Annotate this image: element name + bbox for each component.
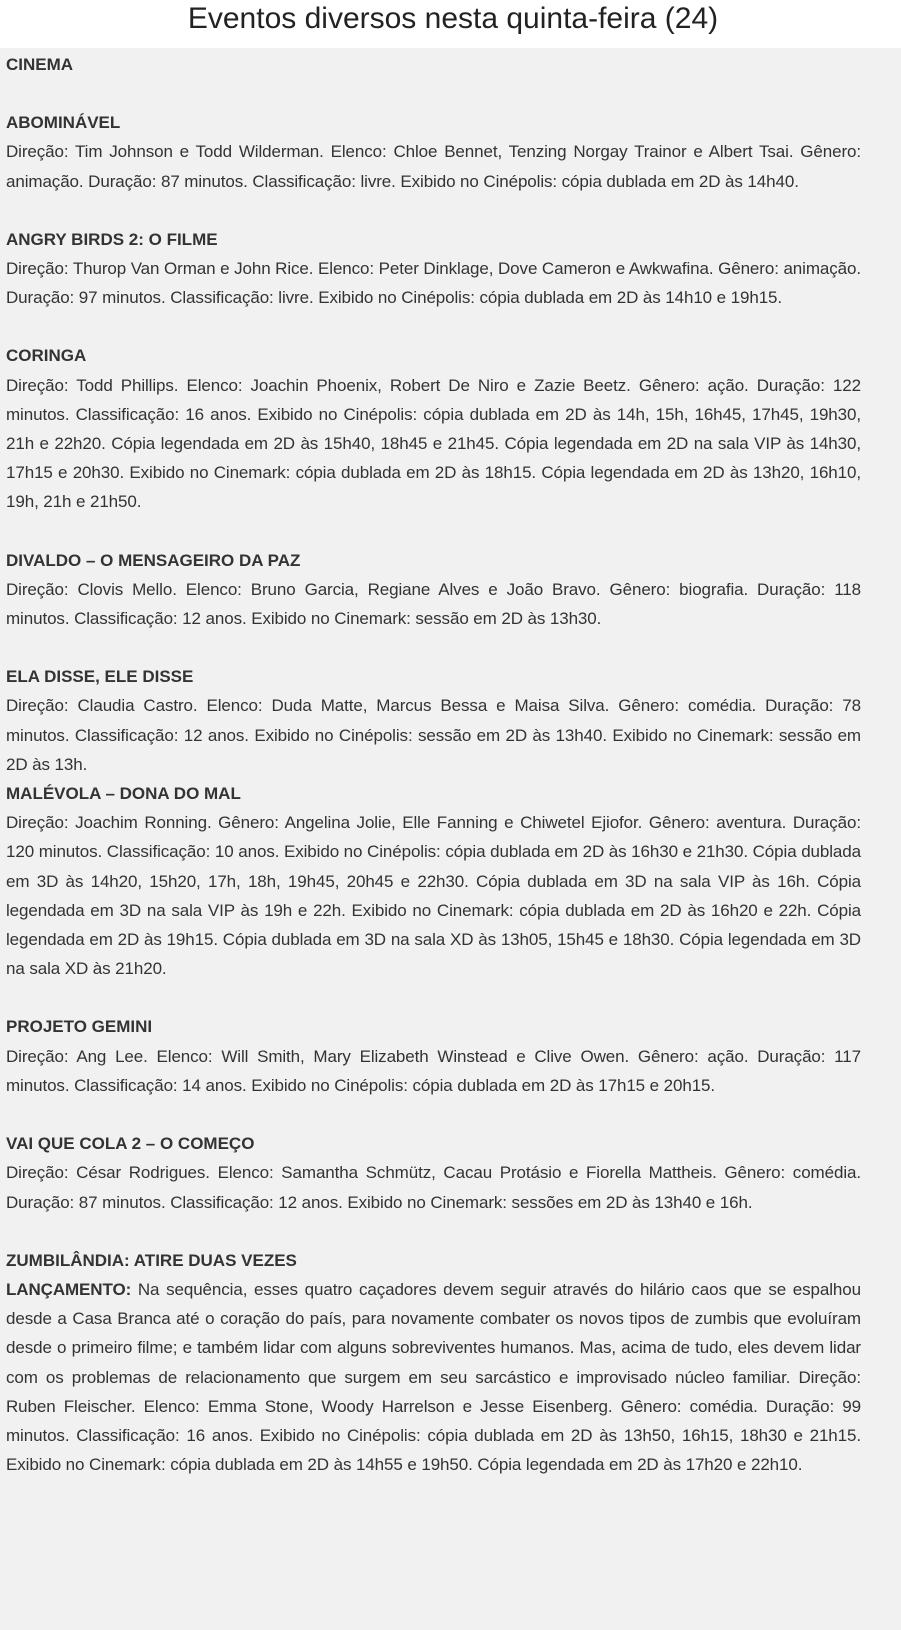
movie-entry — [6, 546, 861, 634]
movie-description: Direção: Clovis Mello. Elenco: Bruno Garcia, Regiane Alves e João Bravo. Gênero: biografia. Duração: 118 minutos. Classificação: 12 anos. Exibido no Cinemark: sessão em 2D às 13h30. — [6, 579, 861, 629]
movie-entry — [6, 108, 861, 196]
movie-title: MALÉVOLA – DONA DO MAL — [6, 784, 241, 804]
movie-description: Direção: Joachim Ronning. Gênero: Angelina Jolie, Elle Fanning e Chiwetel Ejiofor. Gênero: aventura. Duração: 120 minutos. Classificação: 10 anos. Exibido no Cinépolis: cópia dublada em 2D às 16h30 e 21h30. Cópia dublada em 3D às 14h20, 15h20, 17h, 18h, 19h45, 20h45 e 22h30. Cópia dublada em 3D na sala VIP às 16h. Cópia legendada em 3D na sala VIP às 19h e 22h. Exibido no Cinemark: cópia dublada em 2D às 16h20 e 22h. Cópia legendada em 2D às 19h15. Cópia dublada em 3D na sala XD às 13h05, 15h45 e 18h30. Cópia legendada em 3D na sala XD às 21h20. — [6, 813, 861, 979]
movie-entry — [6, 779, 861, 983]
movie-entry — [6, 1012, 861, 1100]
movie-title: ANGRY BIRDS 2: O FILME — [6, 229, 218, 249]
page-header — [0, 0, 901, 48]
page-title: Eventos diversos nesta quinta-feira (24) — [187, 2, 719, 35]
movie-title: PROJETO GEMINI — [6, 1017, 153, 1037]
movie-entry — [6, 341, 861, 516]
movie-title: DIVALDO – O MENSAGEIRO DA PAZ — [6, 550, 301, 570]
movie-title: CORINGA — [6, 346, 87, 366]
movie-title: ABOMINÁVEL — [6, 113, 121, 133]
movie-entry — [6, 1246, 861, 1480]
movie-description: Direção: Todd Phillips. Elenco: Joachin Phoenix, Robert De Niro e Zazie Beetz. Gênero: ação. Duração: 122 minutos. Classificação: 16 anos. Exibido no Cinépolis: cópia dublada em 2D às 14h, 15h, 16h45, 17h45, 19h30, 21h e 22h20. Cópia legendada em 2D às 15h40, 18h45 e 21h45. Cópia legendada em 2D na sala VIP às 14h30, 17h15 e 20h30. Exibido no Cinemark: cópia dublada em 2D às 18h15. Cópia legendada em 2D às 13h20, 16h10, 19h, 21h e 21h50. — [6, 375, 861, 512]
movie-entry — [6, 225, 861, 313]
movie-title: ZUMBILÂNDIA: ATIRE DUAS VEZES — [6, 1250, 297, 1270]
movie-title: ELA DISSE, ELE DISSE — [6, 667, 194, 687]
movie-description: Direção: Ang Lee. Elenco: Will Smith, Mary Elizabeth Winstead e Clive Owen. Gênero: ação. Duração: 117 minutos. Classificação: 14 anos. Exibido no Cinépolis: cópia dublada em 2D às 17h15 e 20h15. — [6, 1046, 861, 1095]
article-content — [0, 48, 901, 1630]
movie-description — [6, 1275, 861, 1479]
movie-title: VAI QUE COLA 2 – O COMEÇO — [6, 1134, 255, 1154]
movie-description: Direção: Claudia Castro. Elenco: Duda Matte, Marcus Bessa e Maisa Silva. Gênero: comédia. Duração: 78 minutos. Classificação: 12 anos. Exibido no Cinépolis: sessão em 2D às 13h40. Exibido no Cinemark: sessão em 2D às 13h. — [6, 696, 861, 774]
movie-description-text: Na sequência, esses quatro caçadores devem seguir através do hilário caos que se espalhou desde a Casa Branca até o coração do país, para novamente combater os novos tipos de zumbis que evoluíram desde o primeiro filme; e também lidar com alguns sobreviventes humanos. Mas, acima de tudo, eles devem lidar com os problemas de relacionamento que surgem em seu sarcástico e improvisado núcleo familiar. Direção: Ruben Fleischer. Elenco: Emma Stone, Woody Harrelson e Jesse Eisenberg. Gênero: comédia. Duração: 99 minutos. Classificação: 16 anos. Exibido no Cinépolis: cópia dublada em 2D às 13h50, 16h15, 18h30 e 21h15. Exibido no Cinemark: cópia dublada em 2D às 14h55 e 19h50. Cópia legendada em 2D às 17h20 e 22h10. — [6, 1279, 861, 1475]
movie-entry — [6, 662, 861, 779]
movie-description: Direção: Tim Johnson e Todd Wilderman. Elenco: Chloe Bennet, Tenzing Norgay Trainor e Albert Tsai. Gênero: animação. Duração: 87 minutos. Classificação: livre. Exibido no Cinépolis: cópia dublada em 2D às 14h40. — [6, 142, 861, 191]
section-heading-cinema: CINEMA — [6, 55, 74, 74]
movie-description: Direção: César Rodrigues. Elenco: Samantha Schmütz, Cacau Protásio e Fiorella Mattheis. Gênero: comédia. Duração: 87 minutos. Classificação: 12 anos. Exibido no Cinemark: sessões em 2D às 13h40 e 16h. — [6, 1163, 861, 1212]
release-label: LANÇAMENTO: — [6, 1279, 132, 1299]
movie-entry — [6, 1129, 861, 1217]
movie-description: Direção: Thurop Van Orman e John Rice. Elenco: Peter Dinklage, Dove Cameron e Awkwafina. Gênero: animação. Duração: 97 minutos. Classificação: livre. Exibido no Cinépolis: cópia dublada em 2D às 14h10 e 19h15. — [6, 259, 861, 308]
